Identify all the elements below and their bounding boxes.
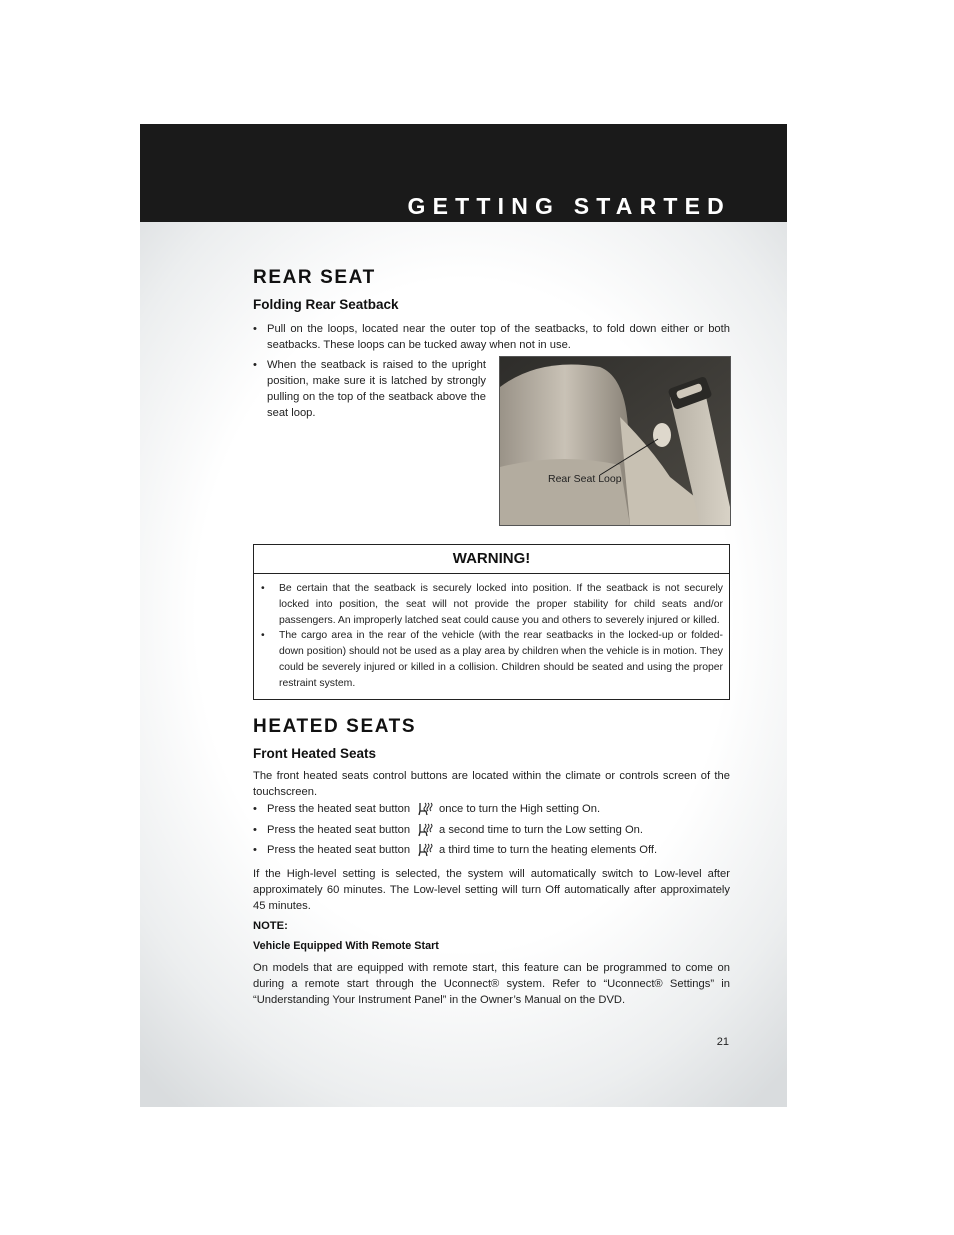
section-title: GETTING STARTED [407,193,731,219]
heated-bullet-3-after: a third time to turn the heating elements Off. [439,844,658,856]
heated-bullet-1-before: Press the heated seat button [267,803,411,815]
heated-seat-icon [417,802,433,816]
heated-seats-intro: The front heated seats control buttons are located within the climate or controls screen of the touchscreen. [253,770,730,798]
bullet-dot: • [253,803,257,815]
heated-bullet-2-after: a second time to turn the Low setting On. [439,824,643,836]
bullet-dot: • [261,630,265,641]
page-number: 21 [716,1036,729,1048]
rear-seat-loop-photo [499,356,731,526]
bullet-dot: • [253,359,257,371]
rear-seat-bullet-2-text: When the seatback is raised to the upright position, make sure it is latched by strongly pulling on the top of the seatback above the seat loop. [267,359,486,419]
warning-bullet-2-text: The cargo area in the rear of the vehicle (with the rear seatbacks in the locked-up or folded-down position) should not be used as a play area by children when the vehicle is in motion. They could be severely injured or killed in a collision. Children should be seated and using the proper restraint system. [279,630,723,689]
heated-bullet-3-before: Press the heated seat button [267,844,411,856]
rear-seat-loop-label: Rear Seat Loop [548,473,622,485]
bullet-dot: • [253,844,257,856]
note-label: NOTE: [253,920,288,932]
bullet-dot: • [261,583,265,594]
bullet-dot: • [253,824,257,836]
manual-page [140,124,787,1107]
front-heated-seats-subheading: Front Heated Seats [253,746,377,761]
remote-start-note: On models that are equipped with remote start, this feature can be programmed to come on during a remote start through the Uconnect® system. Refer to “Uconnect® Settings” in “Understanding Your Instrument Panel” in the Owner’s Manual on the DVD. [253,962,730,1006]
section-banner [140,124,787,222]
heated-bullet-2-before: Press the heated seat button [267,824,411,836]
rear-seat-heading: REAR SEAT [253,267,376,288]
heated-seats-heading: HEATED SEATS [253,716,417,737]
heated-seat-icon [417,843,433,857]
heated-bullet-1-after: once to turn the High setting On. [439,803,601,815]
remote-start-subheading: Vehicle Equipped With Remote Start [253,940,439,952]
rear-seat-bullet-1-text: Pull on the loops, located near the outer top of the seatbacks, to fold down either or both seatbacks. These loops can be tucked away when not in use. [267,323,730,351]
warning-box [253,544,730,700]
heated-seats-timing-paragraph: If the High-level setting is selected, the system will automatically switch to Low-level after approximately 60 minutes. The Low-level setting will turn Off automatically after approximately 45 minutes. [253,868,730,912]
folding-rear-seatback-subheading: Folding Rear Seatback [253,297,399,312]
warning-bullet-1-text: Be certain that the seatback is securely locked into position. If the seatback is not securely locked into position, the seat will not provide the proper stability for child seats and/or passengers. An improperly latched seat could cause you and others to severely injured or killed. [279,583,723,626]
warning-title: WARNING! [254,545,729,574]
heated-seat-icon [417,823,433,837]
bullet-dot: • [253,323,257,335]
